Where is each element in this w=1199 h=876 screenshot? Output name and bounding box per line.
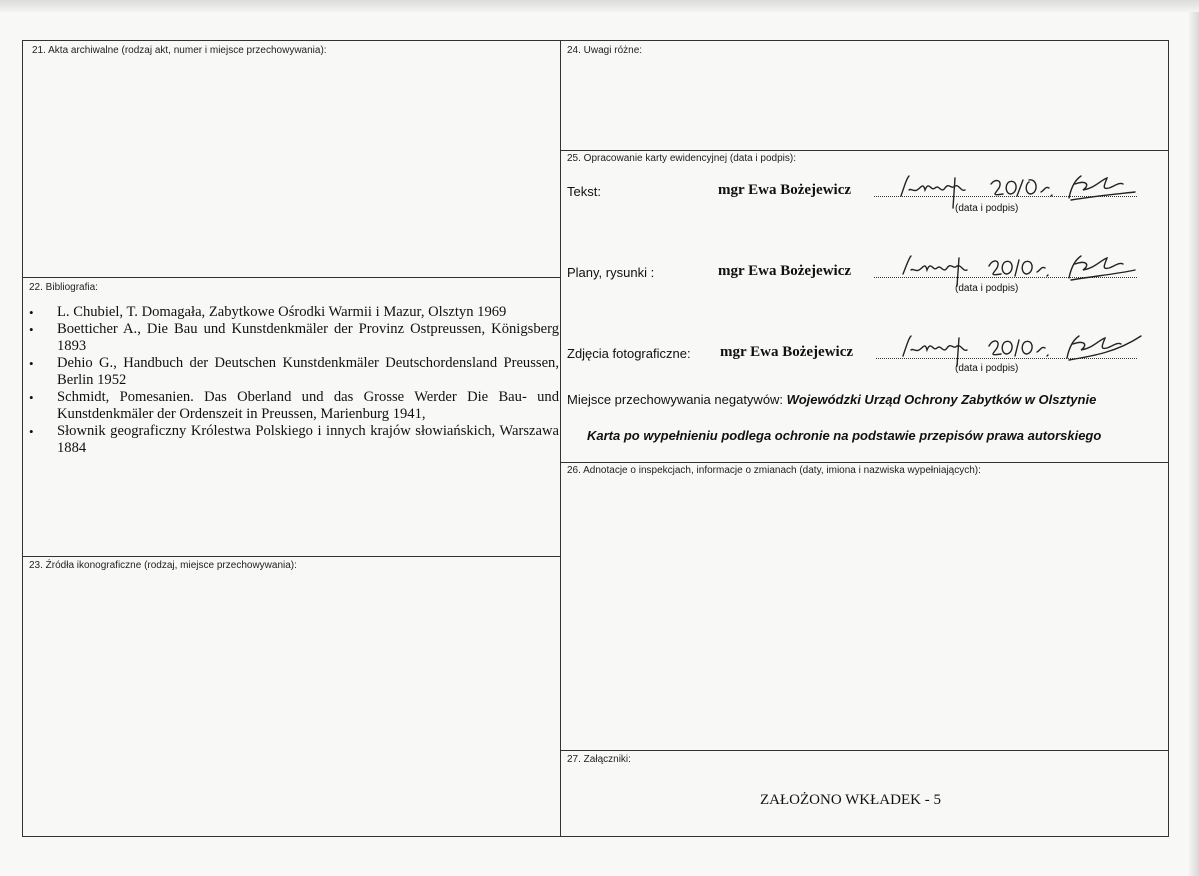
divider-24-25 — [560, 150, 1169, 151]
section-26-heading: 26. Adnotacje o inspekcjach, informacje o zmianach (daty, imiona i nazwiska wypełniających): — [567, 465, 981, 476]
section-22-heading: 22. Bibliografia: — [29, 282, 98, 293]
negatives-label: Miejsce przechowywania negatywów: — [567, 392, 784, 407]
photos-author: mgr Ewa Bożejewicz — [720, 344, 854, 360]
copyright-notice: Karta po wypełnieniu podlega ochronie na podstawie przepisów prawa autorskiego — [587, 428, 1102, 443]
handwritten-date-signature — [895, 170, 1145, 210]
section-27-heading: 27. Załączniki: — [567, 754, 631, 765]
scan-right-edge — [1189, 12, 1199, 876]
divider-21-22 — [22, 277, 560, 278]
text-author: mgr Ewa Bożejewicz — [718, 182, 852, 198]
text-label: Tekst: — [567, 184, 601, 199]
attachments-note: ZAŁOŻONO WKŁADEK - 5 — [760, 792, 941, 808]
bibliography-item: • Boetticher A., Die Bau und Kunstdenkmäler der Provinz Ostpreussen, Königsberg 1893 — [27, 321, 559, 355]
negatives-location — [567, 392, 1096, 407]
bibliography-item: • Schmidt, Pomesanien. Das Oberland und das Grosse Werder Die Bau- und Kunstdenkmäler der Ordenszeit in Preussen, Marienburg 1941, — [27, 389, 559, 423]
scan-top-edge — [0, 0, 1199, 12]
bibliography-item: • Słownik geograficzny Królestwa Polskiego i innych krajów słowiańskich, Warszawa 1884 — [27, 423, 559, 457]
column-divider — [560, 40, 561, 837]
plans-author: mgr Ewa Bożejewicz — [718, 263, 852, 279]
signature-caption: (data i podpis) — [955, 283, 1019, 294]
signature-caption: (data i podpis) — [955, 363, 1019, 374]
negatives-value: Wojewódzki Urząd Ochrony Zabytków w Olsztynie — [786, 392, 1097, 407]
section-23-heading: 23. Źródła ikonograficzne (rodzaj, miejsce przechowywania): — [29, 560, 297, 571]
section-24-heading: 24. Uwagi różne: — [567, 45, 643, 56]
divider-22-23 — [22, 556, 560, 557]
handwritten-date-signature — [895, 250, 1145, 290]
divider-25-26 — [560, 462, 1169, 463]
photos-label: Zdjęcia fotograficzne: — [567, 346, 691, 361]
handwritten-date-signature — [897, 330, 1147, 370]
divider-26-27 — [560, 750, 1169, 751]
bibliography-list — [27, 304, 559, 457]
section-25-heading: 25. Opracowanie karty ewidencyjnej (data i podpis): — [567, 153, 797, 164]
signature-caption: (data i podpis) — [955, 203, 1019, 214]
plans-label: Plany, rysunki : — [567, 265, 655, 280]
bibliography-item: • Dehio G., Handbuch der Deutschen Kunstdenkmäler Deutschordensland Preussen, Berlin 1952 — [27, 355, 559, 389]
section-21-heading: 21. Akta archiwalne (rodzaj akt, numer i miejsce przechowywania): — [32, 45, 327, 56]
bibliography-item: • L. Chubiel, T. Domagała, Zabytkowe Ośrodki Warmii i Mazur, Olsztyn 1969 — [27, 304, 559, 321]
